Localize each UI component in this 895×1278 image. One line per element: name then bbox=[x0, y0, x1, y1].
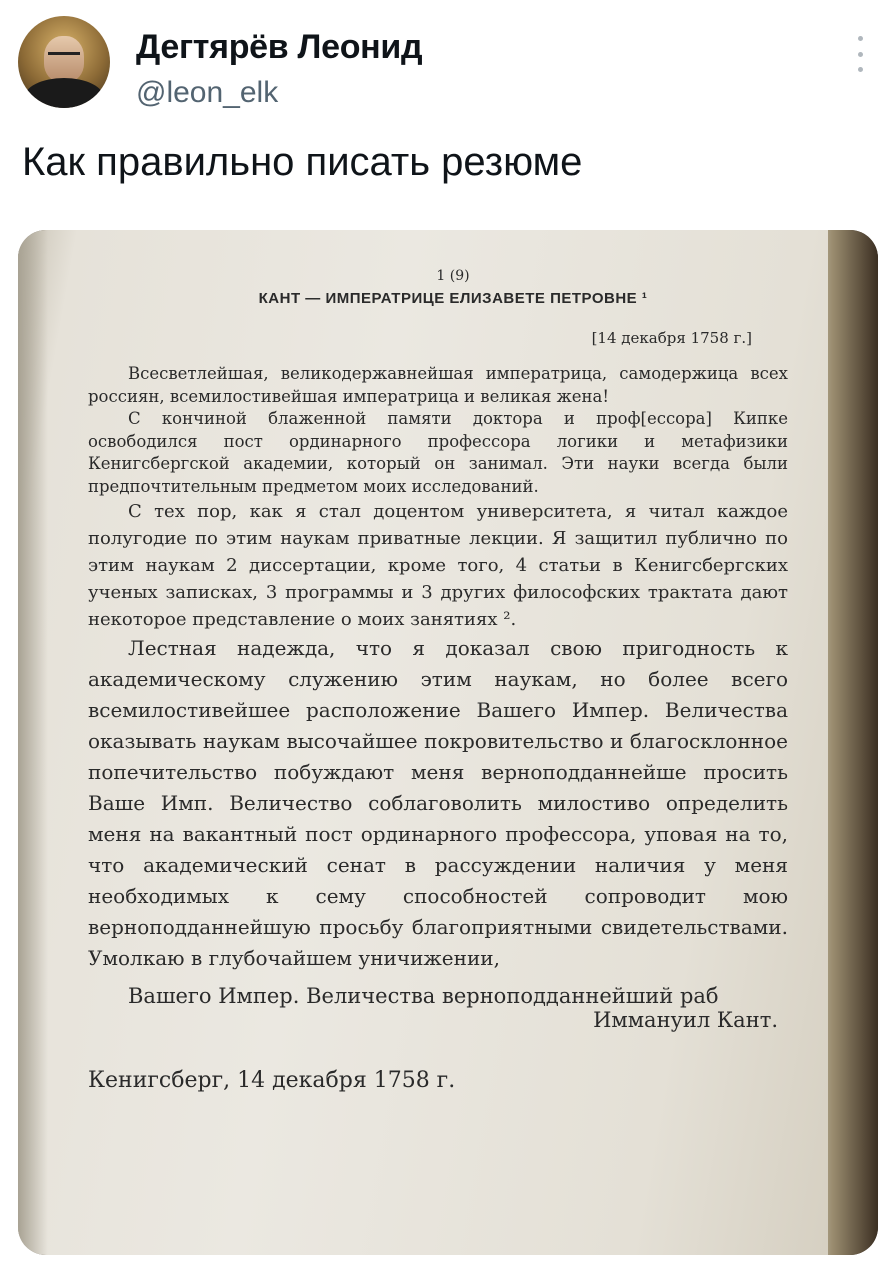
letter-paragraph: Всесветлейшая, великодержавнейшая императрица, самодержица всех россиян, всемилостивейшая императрица и великая жена! bbox=[88, 364, 788, 406]
avatar-shirt bbox=[24, 78, 104, 108]
author-name[interactable]: Дегтярёв Леонид bbox=[136, 28, 423, 66]
letter-number: 1 (9) bbox=[436, 268, 470, 284]
avatar-glasses bbox=[48, 52, 80, 61]
tweet-text: Как правильно писать резюме bbox=[22, 140, 583, 184]
letter-body bbox=[88, 363, 788, 974]
author-avatar[interactable] bbox=[18, 16, 110, 108]
signature-name: Иммануил Кант. bbox=[593, 1008, 778, 1032]
more-dot bbox=[858, 67, 863, 72]
signature-line: Вашего Импер. Величества верноподданнейший раб bbox=[128, 984, 719, 1008]
page-gutter bbox=[18, 230, 48, 1255]
letter-paragraph: С тех пор, как я стал доцентом университета, я читал каждое полугодие по этим наукам приватные лекции. Я защитил публично по этим наукам 2 диссертации, кроме того, 4 статьи в Кенигсбергских ученых записках, 3 программы и 3 других философских трактата дают некоторое представление о моих занятиях ². bbox=[88, 501, 788, 630]
letter-paragraph: С кончиной блаженной памяти доктора и проф[ессора] Кипке освободился пост ординарного профессора логики и метафизики Кенигсбергской академии, который он занимал. Эти науки всегда были предпочтительным предметом моих исследований. bbox=[88, 409, 788, 496]
letter-document bbox=[88, 268, 788, 1093]
more-options-icon[interactable] bbox=[856, 36, 864, 72]
book-page bbox=[18, 230, 828, 1255]
tweet-header bbox=[18, 14, 878, 114]
letter-paragraph: Лестная надежда, что я доказал свою пригодность к академическому служению этим наукам, но более всего всемилостивейшее расположение Вашего Импер. Величества оказывать наукам высочайшее покровительство и благосклонное попечительство побуждают меня верноподданнейше просить Ваше Имп. Величество соблаговолить милостиво определить меня на вакантный пост ординарного профессора, уповая на то, что академический сенат в рассуждении наличия у меня необходимых к сему способностей сопроводит мою верноподданнейшую просьбу благоприятными свидетельствами. Умолкаю в глубочайшем уничижении, bbox=[88, 636, 788, 970]
author-handle[interactable]: @leon_elk bbox=[136, 76, 279, 109]
letter-title: КАНТ — ИМПЕРАТРИЦЕ ЕЛИЗАВЕТЕ ПЕТРОВНЕ ¹ bbox=[258, 290, 648, 307]
letter-date: [14 декабря 1758 г.] bbox=[591, 329, 752, 347]
more-dot bbox=[858, 52, 863, 57]
place-date: Кенигсберг, 14 декабря 1758 г. bbox=[88, 1068, 456, 1093]
more-dot bbox=[858, 36, 863, 41]
tweet-photo[interactable] bbox=[18, 230, 878, 1255]
